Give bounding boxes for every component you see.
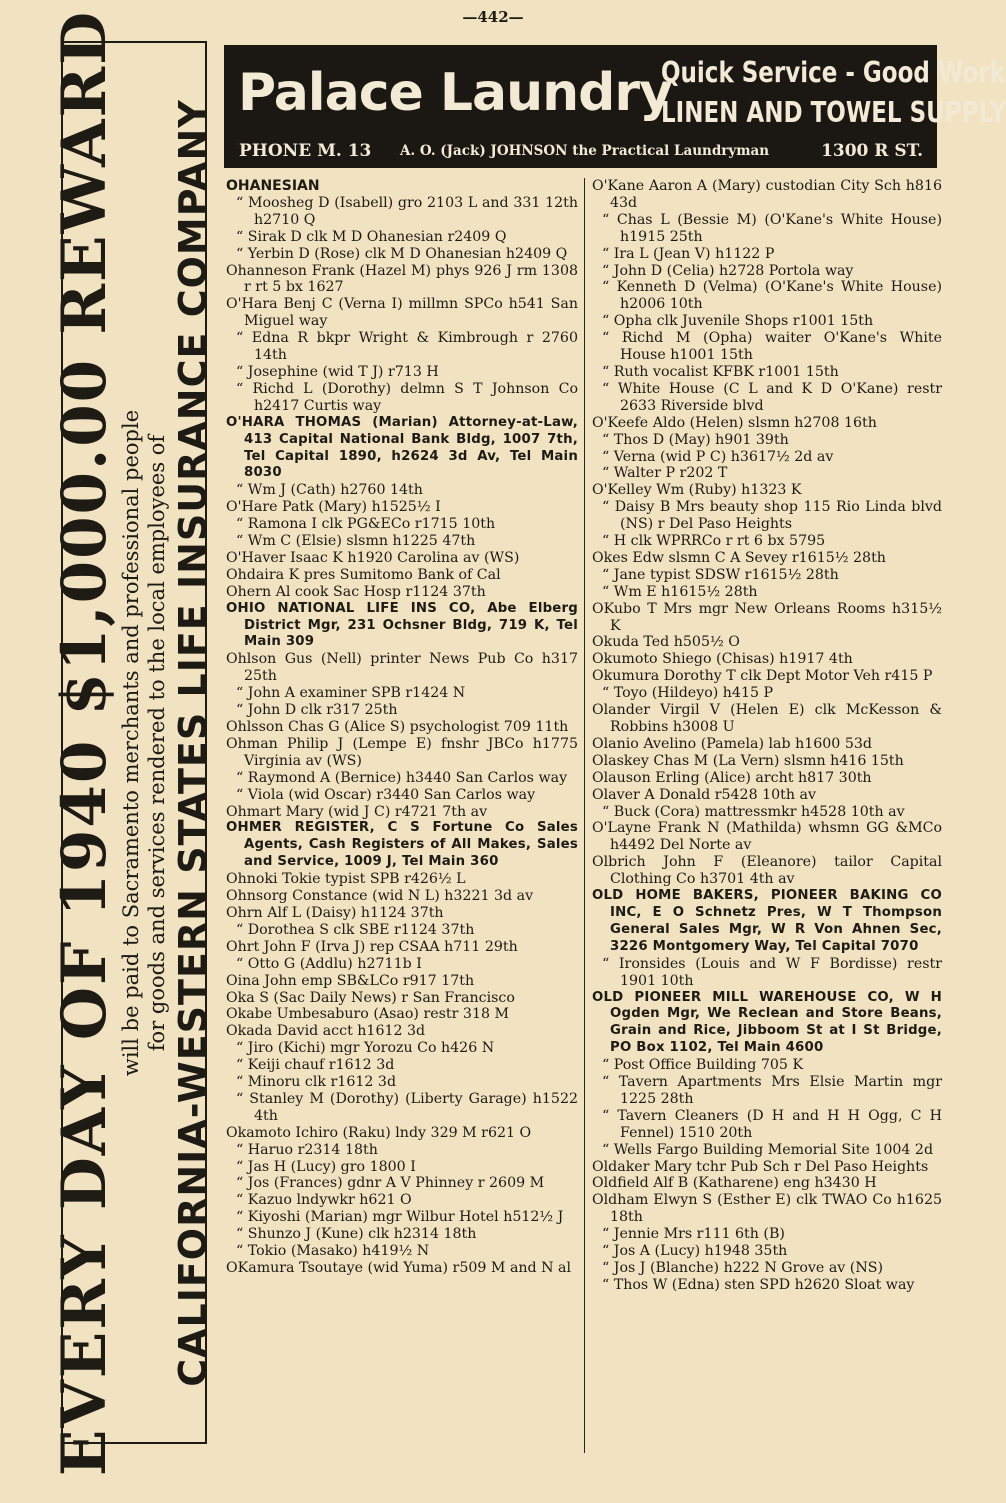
directory-listing: O'Kane Aaron A (Mary) custodian City Sch h816 43d <box>592 178 942 211</box>
directory-listing: “ Toyo (Hildeyo) h415 P <box>602 685 774 702</box>
reward-line-1: will be paid to Sacramento merchants and professional people <box>119 409 143 1076</box>
directory-listing: Ohmart Mary (wid J C) r4721 7th av <box>226 803 488 820</box>
directory-column-left <box>226 178 578 1277</box>
directory-listing: “ Ira L (Jean V) h1122 P <box>602 245 775 262</box>
directory-listing: Oka S (Sac Daily News) r San Francisco <box>226 989 515 1006</box>
directory-listing: “ H clk WPRRCo r rt 6 bx 5795 <box>602 533 826 550</box>
directory-listing: Oldfield Alf B (Katharene) eng h3430 H <box>592 1175 877 1192</box>
directory-listing: Olaver A Donald r5428 10th av <box>592 786 817 803</box>
directory-listing: Olauson Erling (Alice) archt h817 30th <box>592 769 872 786</box>
directory-listing: “ Thos D (May) h901 39th <box>602 431 789 448</box>
directory-listing: “ Wm E h1615½ 28th <box>602 583 758 600</box>
directory-listing: “ John A examiner SPB r1424 N <box>236 685 466 702</box>
directory-listing: “ Jas H (Lucy) gro 1800 I <box>236 1158 416 1175</box>
directory-listing: “ Chas L (Bessie M) (O'Kane's White House) h1915 25th <box>602 211 942 245</box>
directory-column-right <box>592 178 942 1294</box>
column-divider <box>584 178 585 1453</box>
directory-listing: “ Edna R bkpr Wright & Kimbrough r 2760 14th <box>236 330 578 364</box>
directory-listing-advertised: OHMER REGISTER, C S Fortune Co Sales Agents, Cash Registers of All Makes, Sales and Service, 1009 J, Tel Main 360 <box>226 820 578 870</box>
directory-listing: “ Kazuo lndywkr h621 O <box>236 1192 412 1209</box>
directory-listing: Ohdaira K pres Sumitomo Bank of Cal <box>226 566 501 583</box>
directory-listing: “ Thos W (Edna) sten SPD h2620 Sloat way <box>602 1276 915 1293</box>
directory-listing: “ Josephine (wid T J) r713 H <box>236 363 439 380</box>
directory-listing: Okamoto Ichiro (Raku) lndy 329 M r621 O <box>226 1124 532 1141</box>
reward-line-2: for goods and services rendered to the local employees of <box>145 434 169 1051</box>
directory-listing: Okumura Dorothy T clk Dept Motor Veh r415 P <box>592 668 933 685</box>
directory-listing: “ Yerbin D (Rose) clk M D Ohanesian h2409 Q <box>236 245 568 262</box>
directory-listing-advertised: O'HARA THOMAS (Marian) Attorney-at-Law, 413 Capital National Bank Bldg, 1007 7th, Tel Capital 1890, h2624 3d Av, Tel Main 8030 <box>226 414 578 481</box>
directory-listing: Olanio Avelino (Pamela) lab h1600 53d <box>592 735 872 752</box>
directory-listing: Okumoto Shiego (Chisas) h1917 4th <box>592 651 853 668</box>
directory-listing: Ohlsson Chas G (Alice S) psychologist 709 11th <box>226 719 569 735</box>
directory-listing: “ Jane typist SDSW r1615½ 28th <box>602 566 839 583</box>
directory-listing: “ Jos A (Lucy) h1948 35th <box>602 1243 788 1260</box>
reward-company: CALIFORNIA-WESTERN STATES LIFE INSURANCE COMPANY <box>171 98 215 1387</box>
directory-listing: “ Otto G (Addlu) h2711b I <box>236 955 422 972</box>
directory-listing: Ohern Al cook Sac Hosp r1124 37th <box>226 583 486 600</box>
directory-listing: “ Daisy B Mrs beauty shop 115 Rio Linda blvd (NS) r Del Paso Heights <box>602 499 942 533</box>
directory-listing: Ohman Philip J (Lempe E) fnshr JBCo h1775 Virginia av (WS) <box>226 735 578 769</box>
directory-listing: “ Shunzo J (Kune) clk h2314 18th <box>236 1226 477 1243</box>
directory-listing: O'Haver Isaac K h1920 Carolina av (WS) <box>226 549 520 566</box>
directory-listing: “ Sirak D clk M D Ohanesian r2409 Q <box>236 228 507 245</box>
directory-listing: O'Layne Frank N (Mathilda) whsmn GG &MCo h4492 Del Norte av <box>592 820 942 854</box>
directory-listing: Olander Virgil V (Helen E) clk McKesson & Robbins h3008 U <box>592 702 942 735</box>
directory-listing: “ Wm C (Elsie) slsmn h1225 47th <box>236 533 476 550</box>
directory-listing: “ Ramona I clk PG&ECo r1715 10th <box>236 516 496 533</box>
directory-listing: “ Jennie Mrs r111 6th (B) <box>602 1226 785 1243</box>
directory-listing: Oina John emp SB&LCo r917 17th <box>226 972 475 989</box>
directory-listing: “ Richd L (Dorothy) delmn S T Johnson Co h2417 Curtis way <box>236 380 578 414</box>
directory-listing: “ Raymond A (Bernice) h3440 San Carlos way <box>236 769 568 786</box>
directory-listing: OHANESIAN <box>226 178 320 194</box>
reward-headline: EVERY DAY OF 1940 $1,000.00 REWARD <box>49 9 120 1476</box>
directory-listing: Ohnsorg Constance (wid N L) h3221 3d av <box>226 888 534 905</box>
directory-listing: Okabe Umbesaburo (Asao) restr 318 M <box>226 1006 510 1023</box>
directory-listing: “ Kiyoshi (Marian) mgr Wilbur Hotel h512½ J <box>236 1209 564 1226</box>
directory-listing-advertised: OLD HOME BAKERS, PIONEER BAKING CO INC, E O Schnetz Pres, W T Thompson General Sales Mgr, W R Von Ahnen Sec, 3226 Montgomery Way, Tel Capital 7070 <box>592 888 942 954</box>
page-number: —442— <box>462 8 524 26</box>
banner-address: 1300 R ST. <box>821 141 923 161</box>
directory-listing: “ Viola (wid Oscar) r3440 San Carlos way <box>236 786 536 803</box>
directory-listing: “ Jos J (Blanche) h222 N Grove av (NS) <box>602 1260 884 1276</box>
directory-listing: Ohlson Gus (Nell) printer News Pub Co h317 25th <box>226 651 578 685</box>
directory-listing: Okes Edw slsmn C A Sevey r1615½ 28th <box>592 549 886 566</box>
directory-listing: “ Post Office Building 705 K <box>602 1057 804 1074</box>
directory-listing: “ Walter P r202 T <box>602 465 728 482</box>
directory-listing: “ Minoru clk r1612 3d <box>236 1074 397 1091</box>
directory-listing: Ohrn Alf L (Daisy) h1124 37th <box>226 904 444 921</box>
directory-listing: “ Haruo r2314 18th <box>236 1141 378 1158</box>
directory-listing: O'Hara Benj C (Verna I) millmn SPCo h541 San Miguel way <box>226 296 578 330</box>
directory-listing-advertised: OHIO NATIONAL LIFE INS CO, Abe Elberg District Mgr, 231 Ochsner Bldg, 719 K, Tel Main 309 <box>226 600 578 650</box>
directory-listing: Olbrich John F (Eleanore) tailor Capital Clothing Co h3701 4th av <box>592 854 942 888</box>
directory-listing: “ Wells Fargo Building Memorial Site 1004 2d <box>602 1141 934 1158</box>
directory-listing: Ohanneson Frank (Hazel M) phys 926 J rm 1308 r rt 5 bx 1627 <box>226 262 578 296</box>
directory-listing: “ Keiji chauf r1612 3d <box>236 1057 395 1074</box>
laundry-banner-ad <box>224 45 1006 168</box>
banner-tagline-1: Quick Service - Good Work <box>661 57 1005 90</box>
directory-listing: “ Dorothea S clk SBE r1124 37th <box>236 921 475 938</box>
directory-listing-advertised: OLD PIONEER MILL WAREHOUSE CO, W H Ogden Mgr, We Reclean and Store Beans, Grain and Rice, Jibboom St at I St Bridge, PO Box 1102, Tel Main 4600 <box>592 989 942 1056</box>
directory-listing: Ohnoki Tokie typist SPB r426½ L <box>226 871 466 888</box>
directory-listing: “ Tavern Cleaners (D H and H H Ogg, C H Fennel) 1510 20th <box>602 1107 942 1141</box>
directory-listing: O'Kelley Wm (Ruby) h1323 K <box>592 482 802 499</box>
directory-listing: “ Ironsides (Louis and W F Bordisse) restr 1901 10th <box>602 955 942 989</box>
directory-listing: “ Verna (wid P C) h3617½ 2d av <box>602 448 834 465</box>
directory-listing: “ John D clk r317 25th <box>236 702 398 719</box>
directory-listing: Ohrt John F (Irva J) rep CSAA h711 29th <box>226 938 518 955</box>
directory-listing: “ Tokio (Masako) h419½ N <box>236 1243 430 1260</box>
directory-listing: “ Kenneth D (Velma) (O'Kane's White House) h2006 10th <box>602 279 942 313</box>
directory-listing: “ Buck (Cora) mattressmkr h4528 10th av <box>602 803 905 820</box>
directory-listing: “ Ruth vocalist KFBK r1001 15th <box>602 363 839 380</box>
directory-listing: Olaskey Chas M (La Vern) slsmn h416 15th <box>592 752 904 769</box>
banner-phone: PHONE M. 13 <box>239 141 372 161</box>
directory-listing: Okada David acct h1612 3d <box>226 1023 426 1040</box>
directory-listing: “ Tavern Apartments Mrs Elsie Martin mgr 1225 28th <box>602 1074 942 1107</box>
reward-sidebar-ad <box>49 9 215 1476</box>
directory-listing: Okuda Ted h505½ O <box>592 634 740 651</box>
directory-listing: “ Opha clk Juvenile Shops r1001 15th <box>602 313 874 330</box>
directory-listing: “ Wm J (Cath) h2760 14th <box>236 482 423 499</box>
banner-owner: A. O. (Jack) JOHNSON the Practical Laundryman <box>400 143 770 159</box>
directory-listing: Oldaker Mary tchr Pub Sch r Del Paso Heights <box>592 1158 929 1175</box>
directory-listing: “ Jiro (Kichi) mgr Yorozu Co h426 N <box>236 1040 495 1057</box>
directory-listing: O'Keefe Aldo (Helen) slsmn h2708 16th <box>592 414 877 431</box>
directory-listing: “ John D (Celia) h2728 Portola way <box>602 262 854 279</box>
directory-listing: “ Richd M (Opha) waiter O'Kane's White House h1001 15th <box>602 330 942 364</box>
banner-tagline-2: LINEN AND TOWEL SUPPLY <box>661 97 1006 130</box>
banner-business-name: Palace Laundry <box>238 63 672 123</box>
directory-listing: O'Hare Patk (Mary) h1525½ I <box>226 499 441 516</box>
directory-listing: OKubo T Mrs mgr New Orleans Rooms h315½ K <box>592 600 942 634</box>
directory-listing: “ Moosheg D (Isabell) gro 2103 L and 331 12th h2710 Q <box>236 194 578 228</box>
directory-listing: Oldham Elwyn S (Esther E) clk TWAO Co h1625 18th <box>592 1192 942 1226</box>
directory-listing: OKamura Tsoutaye (wid Yuma) r509 M and N al <box>226 1260 572 1276</box>
reward-sidebar-text <box>49 9 215 1476</box>
directory-listing: “ Stanley M (Dorothy) (Liberty Garage) h1522 4th <box>236 1090 578 1124</box>
directory-listing: “ White House (C L and K D O'Kane) restr 2633 Riverside blvd <box>602 380 942 414</box>
directory-listing: “ Jos (Frances) gdnr A V Phinney r 2609 M <box>236 1175 545 1192</box>
